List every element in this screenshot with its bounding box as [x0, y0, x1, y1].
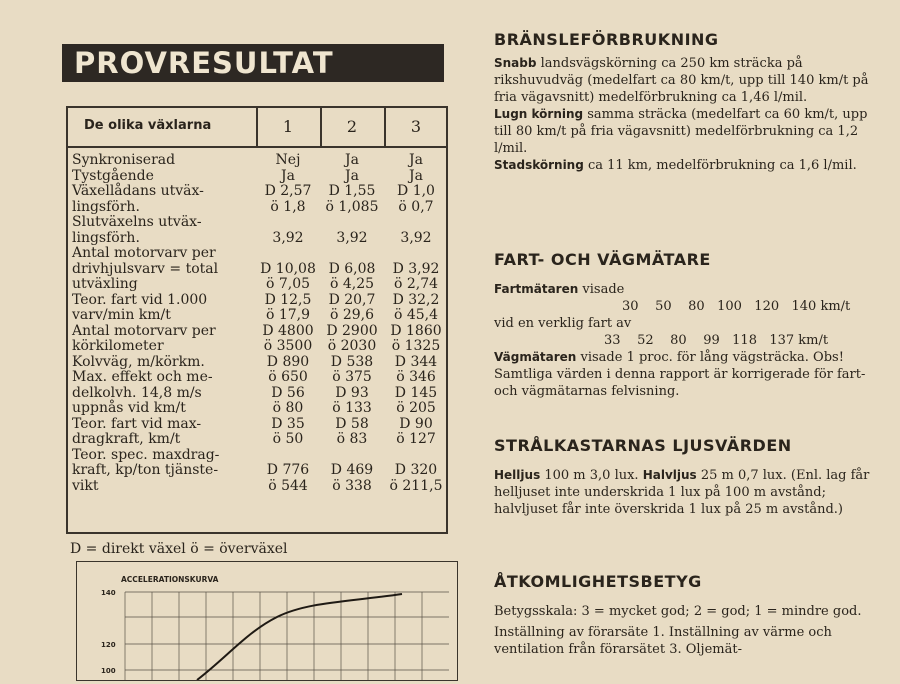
speedo-line2: vid en verklig fart av: [494, 316, 632, 331]
odometer-text: Vägmätaren visade 1 proc. för lång vägsträcka. Obs! Samtliga värden i denna rapport är korrigerade för fart- och vägmätarnas felvisning.: [494, 350, 866, 399]
table-row: [68, 324, 446, 355]
table-header: [68, 108, 446, 148]
table-row: [68, 448, 446, 495]
table-row: [68, 153, 446, 169]
table-cell: D 3,92 ö 2,74: [392, 260, 440, 292]
row-label: Kolvväg, m/körkm.: [72, 353, 205, 370]
fuel-section: [494, 30, 886, 174]
table-cell: D 35 ö 50: [271, 415, 305, 447]
table-cell: D 6,08 ö 4,25: [328, 260, 376, 292]
chart-title: ACCELERATIONSKURVA: [121, 575, 219, 584]
access-section: [494, 572, 886, 658]
table-row: [68, 417, 446, 448]
table-cell: Nej: [275, 152, 301, 168]
row-label: Teor. fart vid max- dragkraft, km/t: [72, 415, 202, 447]
table-cell: D 90 ö 127: [396, 415, 436, 447]
acceleration-chart: [76, 561, 458, 681]
fuel-heading: BRÄNSLEFÖRBRUKNING: [494, 30, 719, 49]
table-cell: Ja: [345, 152, 359, 168]
table-cell: D 58 ö 83: [335, 415, 369, 447]
table-row: [68, 370, 446, 417]
page-title: PROVRESULTAT: [62, 44, 444, 82]
table-row: [68, 293, 446, 324]
table-cell: 3,92: [336, 229, 368, 246]
table-row: [68, 215, 446, 246]
fuel-fast: Snabb landsvägskörning ca 250 km sträcka på rikshuvudväg (medelfart ca 80 km/t, upp till 140 km/t på fria vägavsnitt) medelförbrukning ca 1,46 l/mil.: [494, 56, 869, 105]
table-cell: D 20,7 ö 29,6: [328, 291, 376, 323]
lights-section: [494, 436, 886, 518]
table-cell: ö 650 D 56 ö 80: [268, 369, 308, 416]
acceleration-curve: [197, 594, 402, 680]
results-table: [66, 106, 448, 534]
row-label: Teor. fart vid 1.000 varv/min km/t: [72, 291, 208, 323]
table-row: [68, 355, 446, 371]
table-cell: D 32,2 ö 45,4: [392, 291, 440, 323]
row-label: Slutväxelns utväx- lingsförh.: [72, 214, 202, 246]
y-tick: 140: [101, 589, 116, 597]
row-label: Max. effekt och me- delkolvh. 14,8 m/s uppnås vid km/t: [72, 369, 213, 416]
table-cell: D 2900 ö 2030: [326, 322, 378, 354]
row-label: Tystgående: [72, 167, 154, 184]
row-label: Antal motorvarv per drivhjulsvarv = total utväxling: [72, 245, 219, 292]
row-label: Antal motorvarv per körkilometer: [72, 322, 216, 354]
table-cell: D 4800 ö 3500: [262, 322, 314, 354]
y-tick: 120: [101, 641, 116, 649]
column-header: 2: [346, 117, 358, 136]
row-label: Teor. spec. maxdrag- kraft, kp/ton tjänste- vikt: [72, 446, 220, 494]
table-cell: D 538: [330, 353, 374, 370]
table-cell: D 320 ö 211,5: [389, 462, 443, 494]
table-cell: D 776 ö 544: [266, 462, 310, 494]
table-cell: 3,92: [400, 229, 432, 246]
table-row: [68, 169, 446, 185]
fuel-city: Stadskörning ca 11 km, medelförbrukning ca 1,6 l/mil.: [494, 158, 857, 173]
table-cell: 3,92: [272, 229, 304, 246]
column-header: 3: [410, 117, 422, 136]
access-scale: Betygsskala: 3 = mycket god; 2 = god; 1 = mindre god.: [494, 604, 862, 619]
table-cell: D 890: [266, 353, 310, 370]
speedo-section: [494, 250, 886, 400]
speedo-line1: Fartmätaren visade: [494, 282, 625, 297]
speedo-heading: FART- OCH VÄGMÄTARE: [494, 250, 711, 269]
table-cell: Ja: [409, 167, 423, 184]
table-cell: ö 346 D 145 ö 205: [394, 369, 438, 416]
table-cell: D 12,5 ö 17,9: [264, 291, 312, 323]
table-cell: Ja: [409, 152, 423, 168]
access-heading: ÅTKOMLIGHETSBETYG: [494, 572, 702, 591]
table-cell: D 1,55 ö 1,085: [325, 183, 379, 215]
table-row: [68, 246, 446, 293]
table-cell: D 10,08 ö 7,05: [260, 260, 316, 292]
table-cell: D 469 ö 338: [330, 462, 374, 494]
table-cell: Ja: [281, 167, 295, 184]
access-text: Inställning av förarsäte 1. Inställning av värme och ventilation från förarsätet 3. Oljemät-: [494, 625, 832, 657]
row-label: Synkroniserad: [72, 152, 176, 168]
y-tick: 100: [101, 667, 116, 675]
table-cell: Ja: [345, 167, 359, 184]
table-cell: ö 375 D 93 ö 133: [332, 369, 372, 416]
column-header: 1: [282, 117, 294, 136]
speedo-shown: 30 50 80 100 120 140 km/t: [622, 299, 851, 314]
header-label: De olika växlarna: [84, 118, 212, 133]
lights-text: Helljus 100 m 3,0 lux. Halvljus 25 m 0,7 lux. (Enl. lag får helljuset inte underskrida 1 lux på 100 m avstånd; halvljuset får inte överskrida 1 lux på 25 m avstånd.): [494, 468, 870, 517]
table-cell: D 1,0 ö 0,7: [397, 183, 435, 215]
fuel-calm: Lugn körning samma sträcka (medelfart ca 60 km/t, upp till 80 km/t på fria vägavsnitt) medelförbrukning ca 1,2 l/mil.: [494, 107, 868, 156]
row-label: Växellådans utväx- lingsförh.: [72, 183, 204, 215]
table-row: [68, 184, 446, 215]
table-cell: D 344: [394, 353, 438, 370]
lights-heading: STRÅLKASTARNAS LJUSVÄRDEN: [494, 436, 792, 455]
table-legend: D = direkt växel ö = överväxel: [70, 541, 288, 557]
table-cell: D 2,57 ö 1,8: [264, 183, 312, 215]
speedo-actual: 33 52 80 99 118 137 km/t: [604, 333, 829, 348]
table-cell: D 1860 ö 1325: [390, 322, 442, 354]
